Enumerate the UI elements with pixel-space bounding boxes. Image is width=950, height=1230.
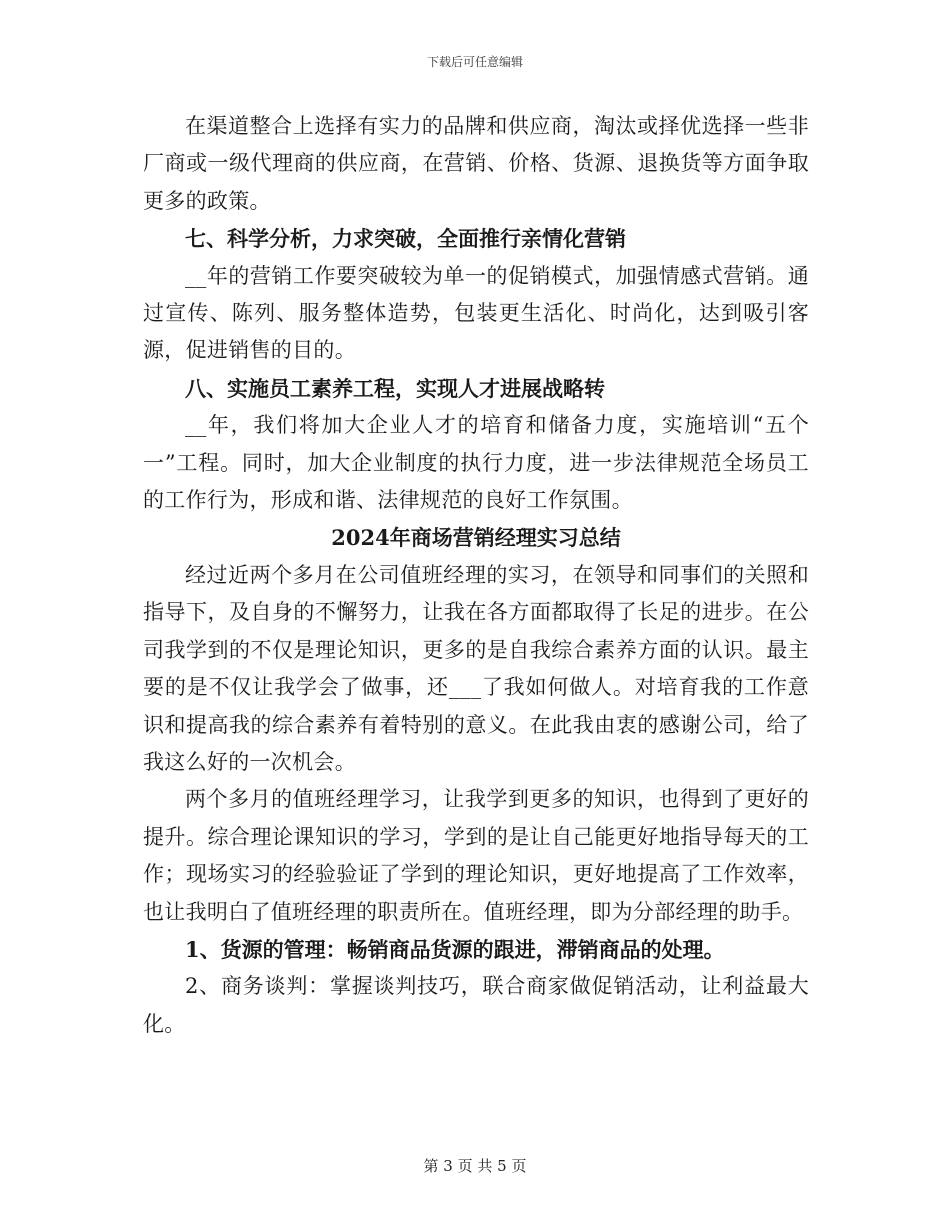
paragraph-internship-intro: 经过近两个多月在公司值班经理的实习，在领导和同事们的关照和指导下，及自身的不懈努力，让我在各方面都取得了长足的进步。在公司我学到的不仅是理论知识，更多的是自我综合素养方面的认识。最主要的是不仅让我学会了做事，还___了我如何做人。对培育我的工作意识和提高我的综合素养有着特别的意义。在此我由衷的感谢公司，给了我这么好的一次机会。 [143,562,809,774]
document-body [143,108,809,1043]
paragraph-negotiation: 2、商务谈判：掌握谈判技巧，联合商家做促销活动，让利益最大化。 [143,974,809,1036]
paragraph-talent: __年，我们将加大企业人才的培育和储备力度，实施培训“五个一”工程。同时，加大企业制度的执行力度，进一步法律规范全场员工的工作行为，形成和谐、法律规范的良好工作氛围。 [143,413,809,513]
document-title: 2024年商场营销经理实习总结 [331,525,621,551]
heading-section-8: 八、实施员工素养工程，实现人才进展战略转 [185,375,605,401]
paragraph-channel-integration: 在渠道整合上选择有实力的品牌和供应商，淘汰或择优选择一些非厂商或一级代理商的供应商，在营销、价格、货源、退换货等方面争取更多的政策。 [143,114,809,213]
heading-supply-management: 1、货源的管理：畅销商品货源的跟进，滞销商品的处理。 [185,936,725,962]
paragraph-marketing: __年的营销工作要突破较为单一的促销模式，加强情感式营销。通过宣传、陈列、服务整体造势，包装更生活化、时尚化，达到吸引客源，促进销售的目的。 [143,263,809,363]
heading-section-7: 七、科学分析，力求突破，全面推行亲情化营销 [185,226,626,252]
page-footer: 第 3 页 共 5 页 [423,1157,527,1175]
paragraph-internship-learning: 两个多月的值班经理学习，让我学到更多的知识，也得到了更好的提升。综合理论课知识的学习，学到的是让自己能更好地指导每天的工作；现场实习的经验验证了学到的理论知识，更好地提高了工作效率，也让我明白了值班经理的职责所在。值班经理，即为分部经理的助手。 [143,787,809,924]
page-header: 下载后可任意编辑 [426,55,523,69]
